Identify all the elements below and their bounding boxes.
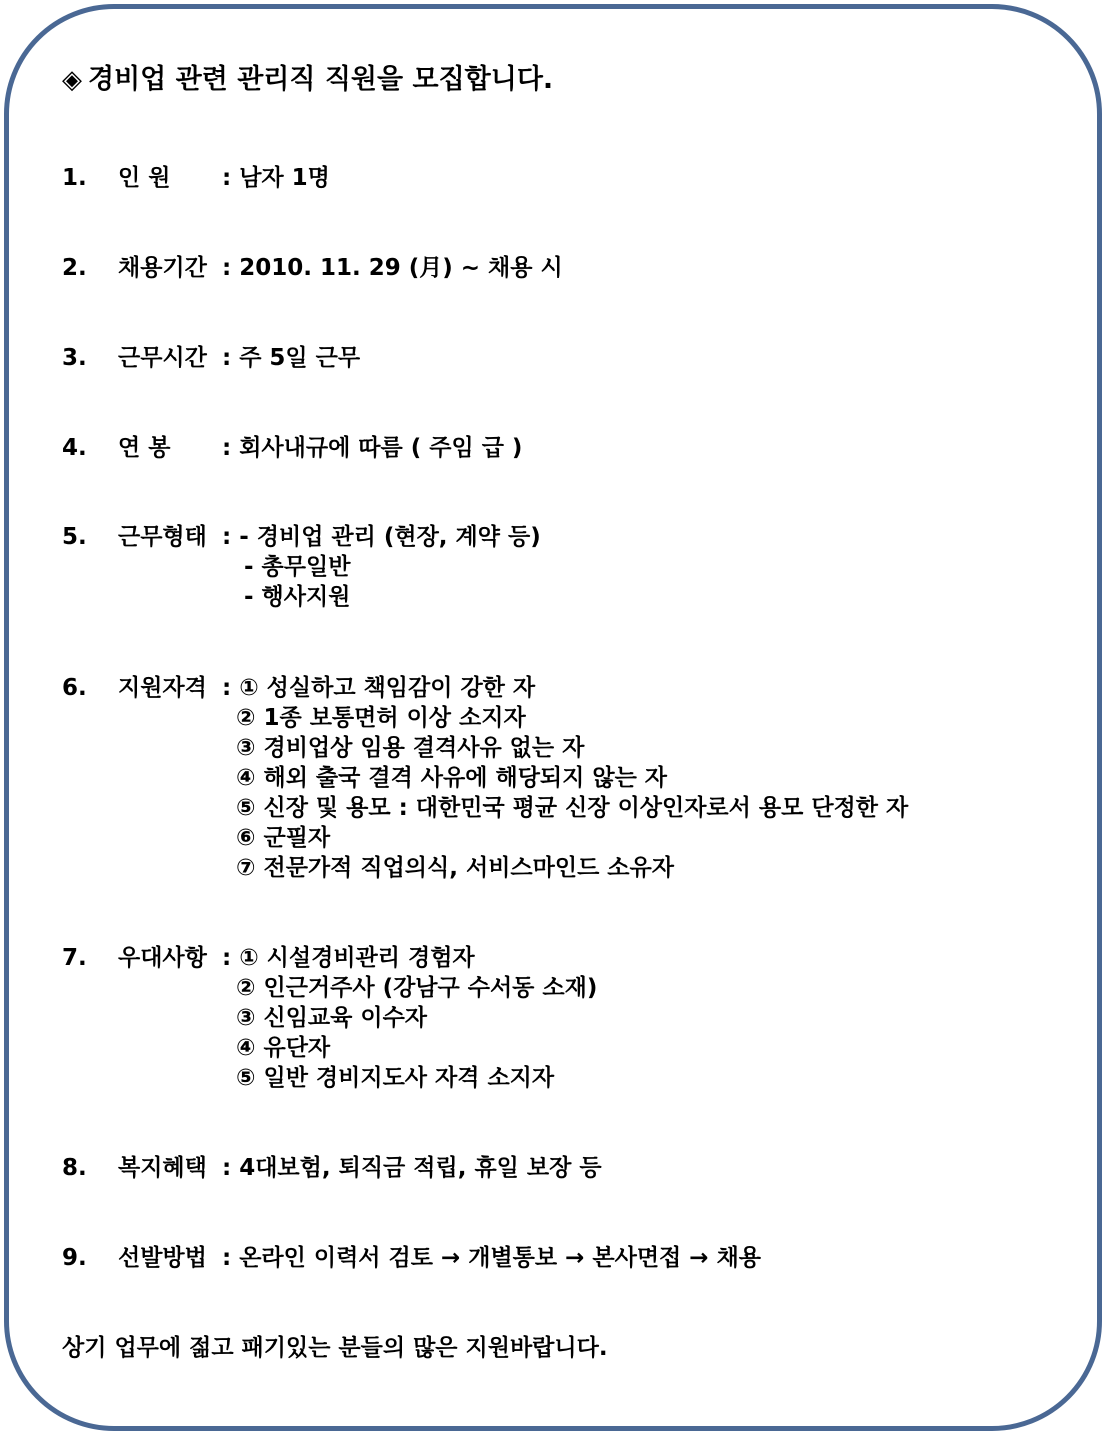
item-detail: ③ 신임교육 이수자 xyxy=(236,1005,428,1031)
item-value: : 4대보험, 퇴직금 적립, 휴일 보장 등 xyxy=(222,1155,602,1181)
item-label: 근무시간 xyxy=(118,345,207,371)
item-detail: ② 인근거주사 (강남구 수서동 소재) xyxy=(236,975,598,1001)
item-detail: ④ 유단자 xyxy=(236,1035,331,1061)
item-number: 4. xyxy=(62,435,87,461)
title-text: 경비업 관련 관리직 직원을 모집합니다. xyxy=(88,64,554,95)
document-frame xyxy=(4,4,1102,1431)
item-value: : 주 5일 근무 xyxy=(222,345,361,371)
item-label: 연 봉 xyxy=(118,435,171,461)
item-value: : 남자 1명 xyxy=(222,165,330,191)
item-label: 근무형태 xyxy=(118,524,207,550)
page-title xyxy=(62,60,553,100)
item-number: 8. xyxy=(62,1155,87,1181)
item-label: 채용기간 xyxy=(118,255,207,281)
item-label: 인 원 xyxy=(118,165,171,191)
item-value: : 회사내규에 따름 ( 주임 급 ) xyxy=(222,435,523,461)
item-label: 우대사항 xyxy=(118,945,207,971)
item-detail: - 행사지원 xyxy=(244,584,351,610)
item-detail: ⑤ 일반 경비지도사 자격 소지자 xyxy=(236,1065,555,1091)
item-number: 6. xyxy=(62,675,87,701)
item-value: : - 경비업 관리 (현장, 계약 등) xyxy=(222,524,541,550)
item-detail: ② 1종 보통면허 이상 소지자 xyxy=(236,705,526,731)
diamond-bullet-icon: ◈ xyxy=(62,65,82,95)
item-value: : 온라인 이력서 검토 → 개별통보 → 본사면접 → 채용 xyxy=(222,1245,762,1271)
item-detail: ⑤ 신장 및 용모 : 대한민국 평균 신장 이상인자로서 용모 단정한 자 xyxy=(236,795,909,821)
item-detail: - 총무일반 xyxy=(244,554,351,580)
item-number: 9. xyxy=(62,1245,87,1271)
item-detail: ③ 경비업상 임용 결격사유 없는 자 xyxy=(236,735,585,761)
item-detail: ⑥ 군필자 xyxy=(236,825,331,851)
item-detail: ④ 해외 출국 결격 사유에 해당되지 않는 자 xyxy=(236,765,668,791)
item-number: 5. xyxy=(62,524,87,550)
item-label: 지원자격 xyxy=(118,675,207,701)
closing-text: 상기 업무에 젊고 패기있는 분들의 많은 지원바랍니다. xyxy=(62,1335,608,1361)
item-number: 1. xyxy=(62,165,87,191)
item-number: 2. xyxy=(62,255,87,281)
item-label: 선발방법 xyxy=(118,1245,207,1271)
item-label: 복지혜택 xyxy=(118,1155,207,1181)
item-number: 7. xyxy=(62,945,87,971)
item-number: 3. xyxy=(62,345,87,371)
item-value: : ① 성실하고 책임감이 강한 자 xyxy=(222,675,536,701)
item-detail: ⑦ 전문가적 직업의식, 서비스마인드 소유자 xyxy=(236,855,674,881)
item-value: : 2010. 11. 29 (月) ~ 채용 시 xyxy=(222,255,563,281)
item-value: : ① 시설경비관리 경험자 xyxy=(222,945,475,971)
